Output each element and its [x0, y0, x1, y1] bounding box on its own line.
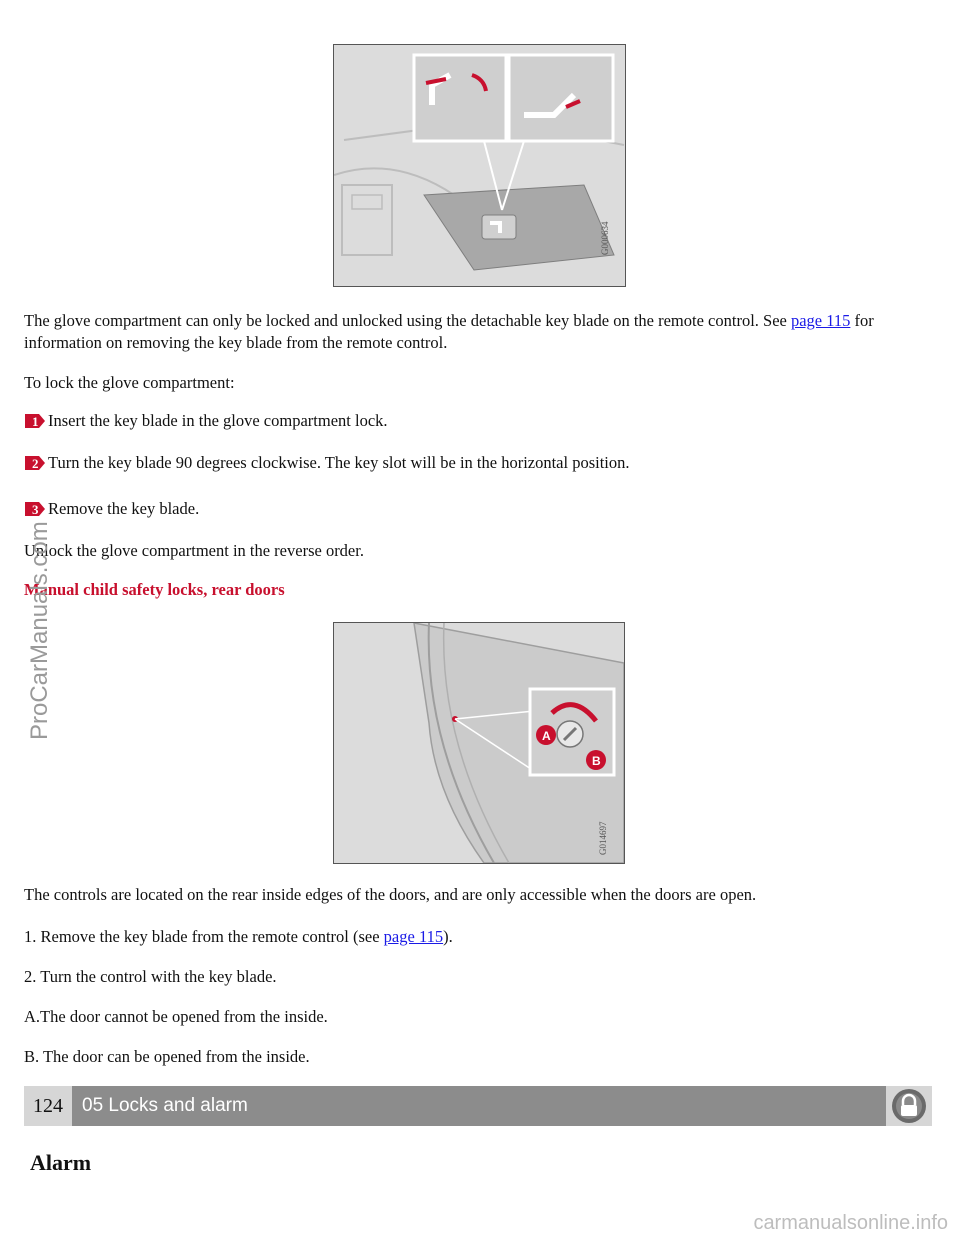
- label-a: A: [542, 729, 551, 743]
- unlock-text: Unlock the glove compartment in the reverse order.: [24, 541, 364, 560]
- page-link[interactable]: page 115: [383, 927, 444, 946]
- instruction-1: 1. Remove the key blade from the remote control (see page 115).: [24, 927, 453, 946]
- glove-compartment-figure: [333, 44, 626, 287]
- instruction-a: A.The door cannot be opened from the inside.: [24, 1007, 328, 1026]
- page-link[interactable]: page 115: [790, 311, 851, 330]
- instruction-2: 2. Turn the control with the key blade.: [24, 967, 277, 986]
- page-number: 124: [24, 1086, 72, 1126]
- chapter-banner: [24, 1086, 932, 1126]
- svg-text:2: 2: [32, 456, 39, 471]
- step-1: 1 Insert the key blade in the glove compartment lock.: [24, 410, 388, 432]
- chapter-title: 05 Locks and alarm: [82, 1095, 248, 1116]
- alarm-title: Alarm: [30, 1150, 92, 1175]
- side-watermark: ProCarManuals.com: [26, 521, 53, 740]
- controls-text: The controls are located on the rear inside edges of the doors, and are only accessible when the doors are open.: [24, 885, 757, 904]
- svg-text:3: 3: [32, 502, 39, 517]
- svg-text:1: 1: [32, 414, 39, 429]
- section-heading: Manual child safety locks, rear doors: [24, 580, 285, 599]
- step-3: 3 Remove the key blade.: [24, 498, 199, 520]
- intro-paragraph: The glove compartment can only be locked and unlocked using the detachable key blade on the remote control. See page 115 for information on removing the key blade from the remote control.: [24, 311, 874, 352]
- step-2: 2 Turn the key blade 90 degrees clockwise. The key slot will be in the horizontal position.: [24, 452, 630, 474]
- step-arrow-icon: [24, 452, 46, 474]
- step-arrow-icon: [24, 410, 46, 432]
- bottom-watermark: carmanualsonline.info: [753, 1212, 948, 1234]
- instruction-b: B. The door can be opened from the inside.: [24, 1047, 310, 1066]
- child-lock-figure: [333, 622, 625, 864]
- step-arrow-icon: [24, 498, 46, 520]
- figure-code: G014697: [598, 821, 608, 855]
- figure-code: G000634: [600, 221, 610, 255]
- padlock-icon: [891, 1088, 927, 1124]
- label-b: B: [592, 754, 601, 768]
- lock-intro: To lock the glove compartment:: [24, 373, 235, 392]
